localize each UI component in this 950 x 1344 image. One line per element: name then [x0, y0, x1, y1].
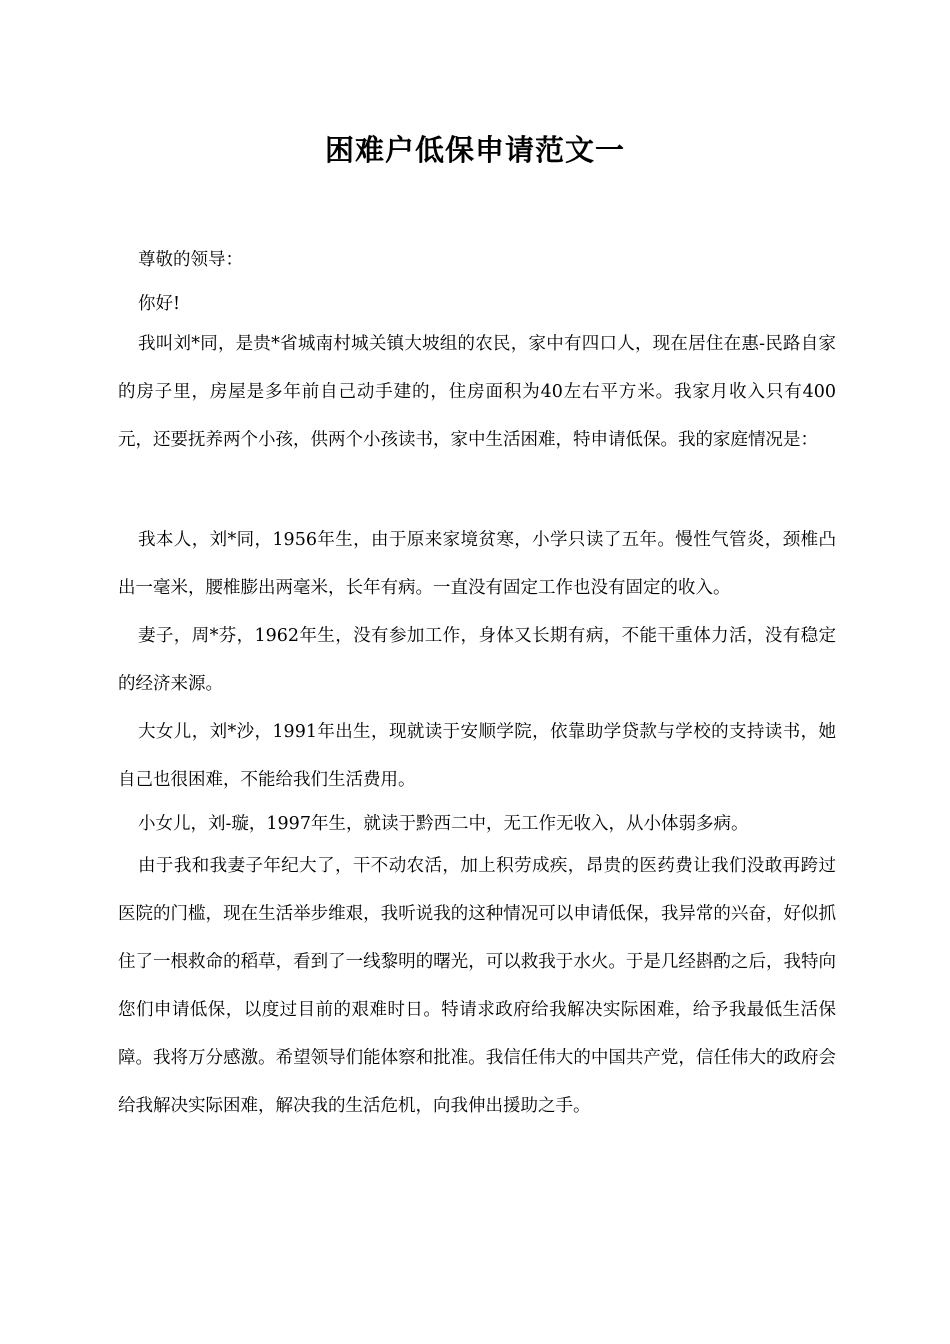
- document-title: 困难户低保申请范文一: [324, 133, 625, 167]
- paragraph-elder-daughter: 大女儿，刘*沙，1991年出生，现就读于安顺学院，依靠助学贷款与学校的支持读书，她自己也很困难，不能给我们生活费用。: [118, 722, 836, 790]
- paragraph-wife: 妻子，周*芬，1962年生，没有参加工作，身体又长期有病，不能干重体力活，没有稳定的经济来源。: [118, 626, 836, 694]
- paragraph-younger-daughter: 小女儿，刘-璇，1997年生，就读于黔西二中，无工作无收入，从小体弱多病。: [138, 814, 749, 834]
- paragraph-intro: 我叫刘*同，是贵*省城南村城关镇大坡组的农民，家中有四口人，现在居住在惠-民路自家的房子里，房屋是多年前自己动手建的，住房面积为40左右平方米。我家月收入只有400元，还要抚养两个小孩，供两个小孩读书，家中生活困难，特申请低保。我的家庭情况是：: [118, 334, 836, 450]
- greeting: 你好!: [138, 294, 181, 314]
- paragraph-self: 我本人，刘*同，1956年生，由于原来家境贫寒，小学只读了五年。慢性气管炎，颈椎凸出一毫米，腰椎膨出两毫米，长年有病。一直没有固定工作也没有固定的收入。: [118, 530, 836, 598]
- paragraph-request: 由于我和我妻子年纪大了，干不动农活，加上积劳成疾，昂贵的医药费让我们没敢再跨过医院的门槛，现在生活举步维艰，我听说我的这种情况可以申请低保，我异常的兴奋，好似抓住了一根救命的稻草，看到了一线黎明的曙光，可以救我于水火。于是几经斟酌之后，我特向您们申请低保，以度过目前的艰难时日。特请求政府给我解决实际困难，给予我最低生活保障。我将万分感激。希望领导们能体察和批准。我信任伟大的中国共产党，信任伟大的政府会给我解决实际困难，解决我的生活危机，向我伸出援助之手。: [118, 856, 836, 1116]
- salutation: 尊敬的领导：: [138, 250, 243, 270]
